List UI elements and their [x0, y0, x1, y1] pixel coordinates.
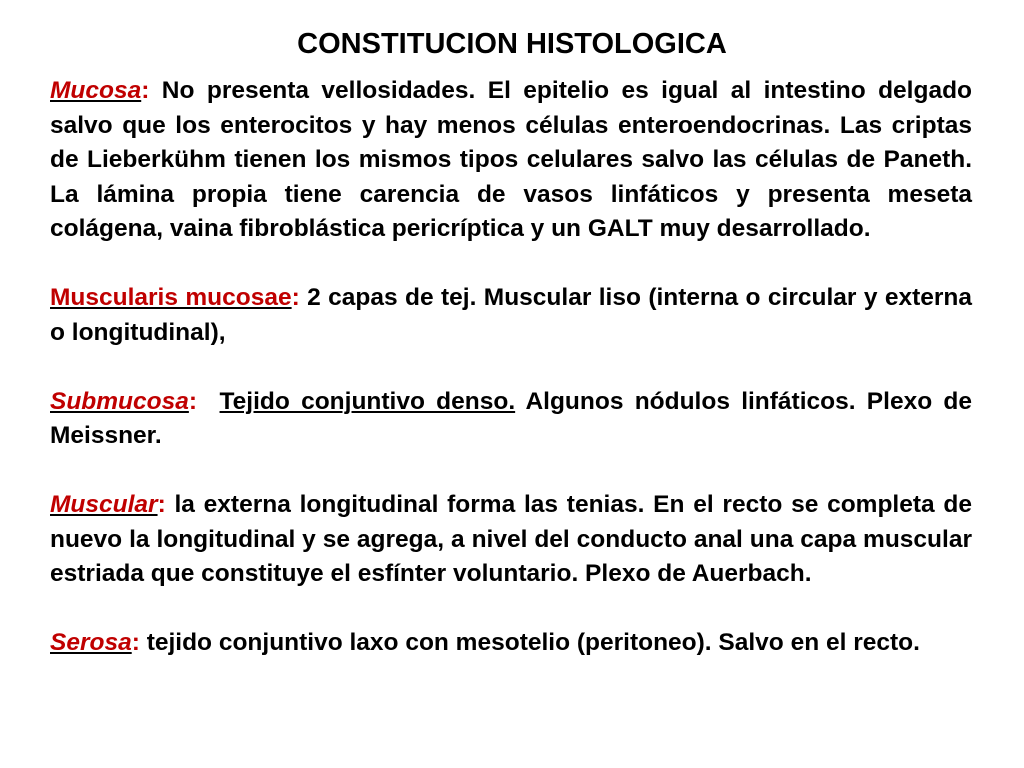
section-text: Algunos nódulos linfáticos. Plexo de Meissner. [50, 387, 972, 449]
term-submucosa: Submucosa [50, 387, 189, 415]
slide-body [50, 74, 972, 661]
term-colon: : [157, 491, 166, 518]
term-muscular: Muscular [50, 491, 158, 518]
term-mucosa: Mucosa [50, 77, 142, 104]
section-text: tejido conjuntivo laxo con mesotelio (peritoneo). Salvo en el recto. [139, 629, 920, 656]
section-serosa [50, 626, 972, 661]
slide-title: CONSTITUCION HISTOLOGICA [297, 28, 727, 60]
term-colon: : [141, 77, 150, 104]
section-submucosa [50, 385, 972, 454]
term-serosa: Serosa [50, 629, 132, 656]
emphasis-text: Tejido conjuntivo denso. [219, 387, 516, 415]
section-mucosa [50, 74, 972, 247]
term-colon: : [188, 387, 198, 415]
section-muscularis-mucosae [50, 281, 972, 350]
term-colon: : [131, 629, 140, 656]
spacer [197, 388, 219, 415]
section-text: la externa longitudinal forma las tenias. En el recto se completa de nuevo la longitudinal y se agrega, a nivel del conducto anal una capa muscular estriada que constituye el esfínter voluntario. Plexo de Auerbach. [50, 491, 972, 587]
term-muscularis-mucosae: Muscularis mucosae [50, 284, 292, 311]
section-muscular [50, 488, 972, 592]
term-colon: : [291, 284, 300, 311]
section-text: 2 capas de tej. Muscular liso (interna o circular y externa o longitudinal), [50, 284, 972, 346]
section-text: No presenta vellosidades. El epitelio es igual al intestino delgado salvo que los enterocitos y hay menos células enteroendocrinas. Las criptas de Lieberkühm tienen los mismos tipos celulares salvo las células de Paneth. La lámina propia tiene carencia de vasos linfáticos y presenta meseta colágena, vaina fibroblástica pericríptica y un GALT muy desarrollado. [50, 77, 972, 242]
